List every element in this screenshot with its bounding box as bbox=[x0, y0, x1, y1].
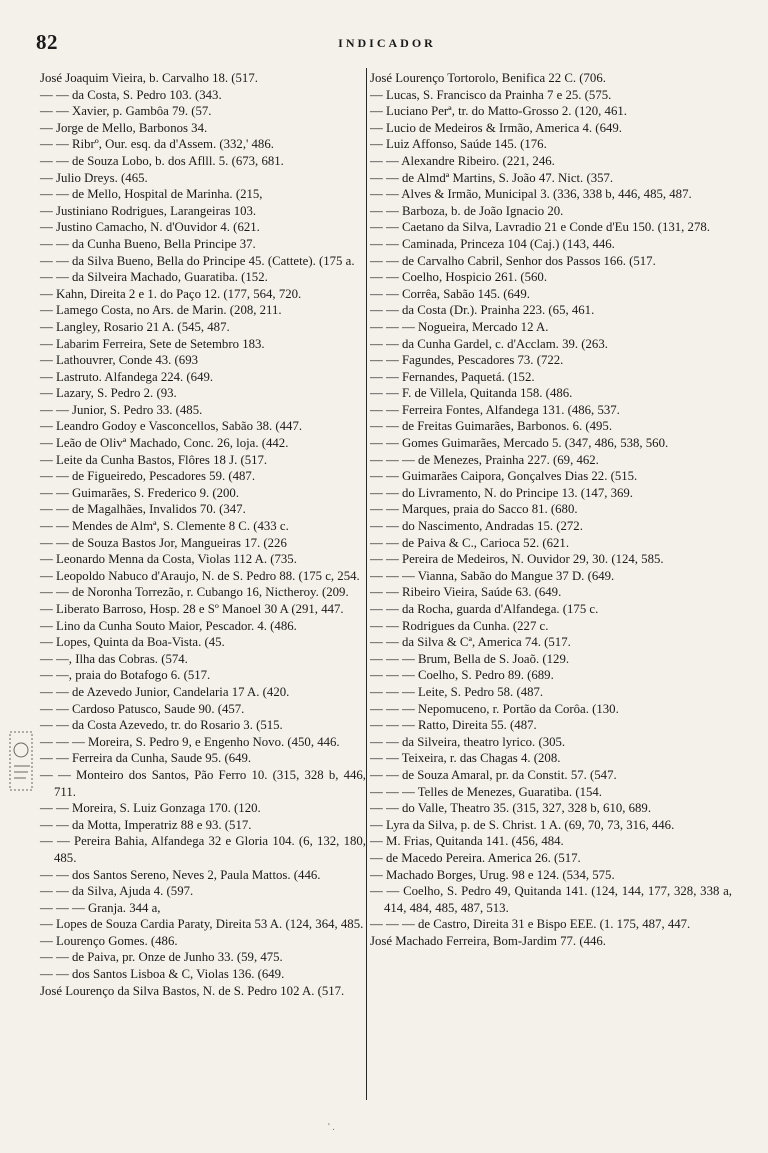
directory-entry: José Lourenço Tortorolo, Benifica 22 C. (706. bbox=[370, 71, 606, 85]
directory-entry: — de Macedo Pereira. America 26. (517. bbox=[370, 850, 581, 865]
page-number: 82 bbox=[36, 30, 58, 54]
directory-entry: — — Ribrº, Our. esq. da d'Assem. (332,' 486. bbox=[40, 137, 274, 152]
directory-entry: — Jorge de Mello, Barbonos 34. bbox=[40, 120, 208, 135]
directory-entry: — — Alves & Irmão, Municipal 3. (336, 338 b, 446, 485, 487. bbox=[370, 187, 692, 202]
directory-entry: — — Gomes Guimarães, Mercado 5. (347, 486, 538, 560. bbox=[370, 436, 669, 451]
directory-entry: — Lourenço Gomes. (486. bbox=[40, 933, 178, 948]
directory-entry: — — de Azevedo Junior, Candelaria 17 A. (420. bbox=[40, 684, 290, 699]
directory-entry: — Justiniano Rodrigues, Larangeiras 103. bbox=[40, 203, 257, 218]
directory-entry: — — Alexandre Ribeiro. (221, 246. bbox=[370, 153, 555, 168]
directory-entry: — — Coelho, Hospicio 261. (560. bbox=[370, 270, 548, 285]
directory-entry: — — da Costa, S. Pedro 103. (343. bbox=[40, 87, 222, 102]
directory-entry: — — da Costa Azevedo, tr. do Rosario 3. (515. bbox=[40, 718, 283, 733]
page-header bbox=[36, 30, 738, 56]
directory-entry: — — — Granja. 344 a, bbox=[40, 900, 161, 915]
directory-entry: — Leonardo Menna da Costa, Violas 112 A. (735. bbox=[40, 552, 297, 567]
directory-entry: — — Xavier, p. Gambôa 79. (57. bbox=[40, 104, 212, 119]
directory-entry: — — — Coelho, S. Pedro 89. (689. bbox=[370, 668, 554, 683]
directory-entry: — — Fagundes, Pescadores 73. (722. bbox=[370, 353, 564, 368]
directory-entry: — — de Souza Bastos Jor, Mangueiras 17. (226 bbox=[40, 535, 287, 550]
directory-entry: — — dos Santos Lisboa & C, Violas 136. (649. bbox=[40, 967, 285, 982]
directory-entry: — Kahn, Direita 2 e 1. do Paço 12. (177, 564, 720. bbox=[40, 286, 302, 301]
directory-entry: — — — Moreira, S. Pedro 9, e Engenho Novo. (450, 446. bbox=[40, 734, 340, 749]
bottom-mark: ' . bbox=[328, 1122, 335, 1133]
directory-entry: — — Ferreira da Cunha, Saude 95. (649. bbox=[40, 751, 252, 766]
directory-entry: — — Monteiro dos Santos, Pão Ferro 10. (315, 328 b, 446, 711. bbox=[40, 767, 366, 799]
directory-entry: — — Coelho, S. Pedro 49, Quitanda 141. (124, 144, 177, 328, 338 a, 414, 484, 485, 487, 513. bbox=[370, 884, 732, 915]
directory-entry: — — da Cunha Bueno, Bella Principe 37. bbox=[40, 236, 256, 251]
directory-entry: — Langley, Rosario 21 A. (545, 487. bbox=[40, 319, 230, 334]
directory-entry: — Lazary, S. Pedro 2. (93. bbox=[40, 386, 177, 401]
directory-entry: — — de Paiva & C., Carioca 52. (621. bbox=[370, 535, 570, 550]
directory-entry: — Lino da Cunha Souto Maior, Pescador. 4. (486. bbox=[40, 618, 297, 633]
directory-entry: — — da Cunha Gardel, c. d'Acclam. 39. (263. bbox=[370, 336, 608, 351]
directory-entry: — — — Ratto, Direita 55. (487. bbox=[370, 718, 537, 733]
directory-entry: — Luciano Perª, tr. do Matto-Grosso 2. (120, 461. bbox=[370, 104, 627, 119]
directory-entry: — — Moreira, S. Luiz Gonzaga 170. (120. bbox=[40, 801, 261, 816]
directory-entry: — —, Ilha das Cobras. (574. bbox=[40, 651, 188, 666]
directory-entry: — — — Telles de Menezes, Guaratiba. (154. bbox=[370, 784, 602, 799]
directory-entry: — — da Silveira Machado, Guaratiba. (152. bbox=[40, 270, 268, 285]
directory-entry: — — — Nepomuceno, r. Portão da Corôa. (130. bbox=[370, 701, 619, 716]
directory-entry: — — Caminada, Princeza 104 (Caj.) (143, 446. bbox=[370, 236, 615, 251]
directory-entry: — — dos Santos Sereno, Neves 2, Paula Mattos. (446. bbox=[40, 867, 321, 882]
directory-entry: — Machado Borges, Urug. 98 e 124. (534, 575. bbox=[370, 867, 615, 882]
directory-entry: — — Ribeiro Vieira, Saúde 63. (649. bbox=[370, 585, 562, 600]
directory-entry: José Joaquim Vieira, b. Carvalho 18. (517. bbox=[40, 71, 258, 85]
directory-entry: — — de Souza Amaral, pr. da Constit. 57. (547. bbox=[370, 767, 617, 782]
directory-entry: — — Junior, S. Pedro 33. (485. bbox=[40, 402, 203, 417]
directory-entry: — Lucas, S. Francisco da Prainha 7 e 25. (575. bbox=[370, 87, 612, 102]
directory-entry: — — Mendes de Almª, S. Clemente 8 C. (433 c. bbox=[40, 519, 289, 534]
directory-entry: — — do Livramento, N. do Principe 13. (147, 369. bbox=[370, 485, 634, 500]
directory-entry: — — de Mello, Hospital de Marinha. (215, bbox=[40, 187, 263, 202]
directory-entry: — Lopes, Quinta da Boa-Vista. (45. bbox=[40, 635, 225, 650]
directory-entry: — Lyra da Silva, p. de S. Christ. 1 A. (69, 70, 73, 316, 446. bbox=[370, 817, 675, 832]
right-column bbox=[370, 70, 732, 949]
directory-entry: — — de Carvalho Cabril, Senhor dos Passos 166. (517. bbox=[370, 253, 656, 268]
directory-entry: — — Marques, praia do Sacco 81. (680. bbox=[370, 502, 578, 517]
directory-entry: — — Caetano da Silva, Lavradio 21 e Conde d'Eu 150. (131, 278. bbox=[370, 220, 710, 235]
directory-entry: — — — Brum, Bella de S. Joaõ. (129. bbox=[370, 651, 570, 666]
directory-entry: — — — Vianna, Sabão do Mangue 37 D. (649. bbox=[370, 568, 615, 583]
directory-entry: — — Teixeira, r. das Chagas 4. (208. bbox=[370, 751, 561, 766]
directory-entry: — — Guimarães Caipora, Gonçalves Dias 22. (515. bbox=[370, 469, 638, 484]
directory-entry: — — da Silva & Cª, America 74. (517. bbox=[370, 635, 571, 650]
directory-entry: — — Cardoso Patusco, Saude 90. (457. bbox=[40, 701, 245, 716]
directory-entry: — — da Silva Bueno, Bella do Principe 45. (Cattete). (175 a. bbox=[40, 253, 355, 268]
directory-entry: — Leite da Cunha Bastos, Flôres 18 J. (517. bbox=[40, 452, 268, 467]
column-divider bbox=[366, 68, 367, 1100]
directory-entry: — Lopes de Souza Cardia Paraty, Direita 53 A. (124, 364, 485. bbox=[40, 917, 364, 932]
directory-entry: — — — de Castro, Direita 31 e Bispo EEE. (1. 175, 487, 447. bbox=[370, 917, 691, 932]
directory-entry: — — do Valle, Theatro 35. (315, 327, 328 b, 610, 689. bbox=[370, 801, 652, 816]
directory-entry: — Liberato Barroso, Hosp. 28 e Sº Manoel 30 A (291, 447. bbox=[40, 602, 344, 616]
directory-entry: José Lourenço da Silva Bastos, N. de S. Pedro 102 A. (517. bbox=[40, 983, 345, 998]
directory-entry: — — da Silva, Ajuda 4. (597. bbox=[40, 884, 194, 899]
directory-entry: — — da Motta, Imperatriz 88 e 93. (517. bbox=[40, 817, 252, 832]
directory-entry: — Lamego Costa, no Ars. de Marin. (208, 211. bbox=[40, 303, 282, 318]
directory-entry: — Julio Dreys. (465. bbox=[40, 170, 148, 185]
directory-entry: — — da Rocha, guarda d'Alfandega. (175 c. bbox=[370, 602, 599, 616]
directory-entry: — — Fernandes, Paquetá. (152. bbox=[370, 369, 535, 384]
directory-entry: — — de Figueiredo, Pescadores 59. (487. bbox=[40, 469, 256, 484]
directory-entry: — — Pereira de Medeiros, N. Ouvidor 29, 30. (124, 585. bbox=[370, 552, 664, 567]
directory-entry: — Justino Camacho, N. d'Ouvidor 4. (621. bbox=[40, 220, 260, 235]
directory-entry: — —, praia do Botafogo 6. (517. bbox=[40, 668, 211, 683]
running-head: INDICADOR bbox=[338, 36, 436, 50]
directory-entry: — — Corrêa, Sabão 145. (649. bbox=[370, 286, 530, 301]
directory-entry: — — Barboza, b. de João Ignacio 20. bbox=[370, 203, 564, 218]
directory-entry: — — do Nascimento, Andradas 15. (272. bbox=[370, 519, 583, 534]
directory-entry: — Lastruto. Alfandega 224. (649. bbox=[40, 369, 214, 384]
directory-entry: — — de Noronha Torrezão, r. Cubango 16, Nictheroy. (209. bbox=[40, 585, 349, 600]
directory-entry: — — Rodrigues da Cunha. (227 c. bbox=[370, 618, 549, 633]
directory-entry: — — de Souza Lobo, b. dos Aflll. 5. (673, 681. bbox=[40, 153, 284, 168]
directory-entry: — Lucio de Medeiros & Irmão, America 4. (649. bbox=[370, 120, 622, 135]
library-stamp-icon bbox=[8, 728, 36, 796]
directory-entry: — — de Magalhães, Invalidos 70. (347. bbox=[40, 502, 246, 517]
directory-entry: — Lathouvrer, Conde 43. (693 bbox=[40, 353, 198, 368]
directory-entry: — — de Freitas Guimarães, Barbonos. 6. (495. bbox=[370, 419, 613, 434]
directory-entry: — — Guimarães, S. Frederico 9. (200. bbox=[40, 485, 240, 500]
directory-entry: — — F. de Villela, Quitanda 158. (486. bbox=[370, 386, 573, 401]
directory-entry: — M. Frias, Quitanda 141. (456, 484. bbox=[370, 834, 564, 849]
directory-entry: — — da Silveira, theatro lyrico. (305. bbox=[370, 734, 566, 749]
directory-entry: — Labarim Ferreira, Sete de Setembro 183. bbox=[40, 336, 265, 351]
directory-entry: — Leopoldo Nabuco d'Araujo, N. de S. Pedro 88. (175 c, 254. bbox=[40, 568, 360, 583]
directory-entry: — — Ferreira Fontes, Alfandega 131. (486, 537. bbox=[370, 402, 620, 417]
directory-entry: — — — de Menezes, Prainha 227. (69, 462. bbox=[370, 452, 599, 467]
directory-entry: — Leandro Godoy e Vasconcellos, Sabão 38. (447. bbox=[40, 419, 303, 434]
directory-entry: — — de Almdª Martins, S. João 47. Nict. (357. bbox=[370, 170, 614, 185]
directory-entry: — — — Nogueira, Mercado 12 A. bbox=[370, 319, 549, 334]
left-column bbox=[40, 70, 366, 999]
directory-entry: — Luiz Affonso, Saúde 145. (176. bbox=[370, 137, 547, 152]
directory-entry: — Leão de Olivª Machado, Conc. 26, loja. (442. bbox=[40, 436, 289, 451]
directory-entry: — — da Costa (Dr.). Prainha 223. (65, 461. bbox=[370, 303, 595, 318]
directory-entry: — — — Leite, S. Pedro 58. (487. bbox=[370, 684, 544, 699]
directory-entry: — — de Paiva, pr. Onze de Junho 33. (59, 475. bbox=[40, 950, 283, 965]
directory-entry: José Machado Ferreira, Bom-Jardim 77. (446. bbox=[370, 933, 606, 948]
directory-entry: — — Pereira Bahia, Alfandega 32 e Gloria 104. (6, 132, 180, 485. bbox=[40, 834, 366, 865]
